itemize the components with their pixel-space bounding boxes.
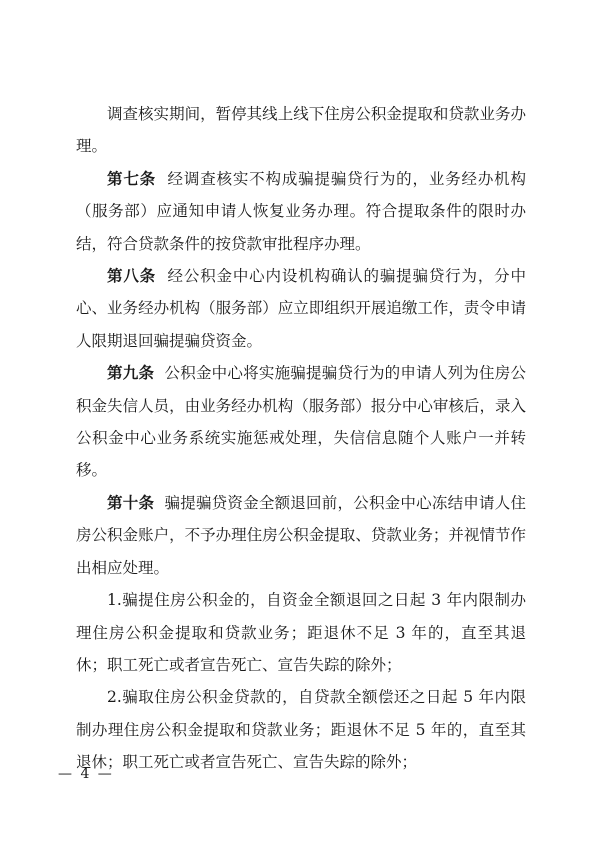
article-10 <box>76 487 526 584</box>
article-heading: 第七条 <box>107 169 156 188</box>
article-7 <box>76 163 526 260</box>
paragraph-text: 骗提骗贷资金全额退回前，公积金中心冻结申请人住房公积金账户，不予办理住房公积金提取、贷款业务；并视情节作出相应处理。 <box>76 493 526 577</box>
paragraph-text: 公积金中心将实施骗提骗贷行为的申请人列为住房公积金失信人员，由业务经办机构（服务部）报分中心审核后，录入公积金中心业务系统实施惩戒处理，失信信息随个人账户一并转移。 <box>76 364 526 480</box>
paragraph-text: 经调查核实不构成骗提骗贷行为的，业务经办机构（服务部）应通知申请人恢复业务办理。符合提取条件的限时办结，符合贷款条件的按贷款审批程序办理。 <box>76 169 526 253</box>
list-item-1 <box>76 584 526 681</box>
paragraph-text: 经公积金中心内设机构确认的骗提骗贷行为，分中心、业务经办机构（服务部）应立即组织开展追缴工作，责令申请人限期退回骗提骗贷资金。 <box>76 267 526 350</box>
page-number: — 4 — <box>58 766 114 782</box>
document-body <box>76 98 526 779</box>
paragraph-text: 1.骗提住房公积金的，自资金全额退回之日起 3 年内限制办理住房公积金提取和贷款业务；距退休不足 3 年的，直至其退休；职工死亡或者宣告死亡、宣告失踪的除外； <box>76 591 526 674</box>
article-9 <box>76 357 526 487</box>
paragraph-text: 2.骗取住房公积金贷款的，自贷款全额偿还之日起 5 年内限制办理住房公积金提取和贷款业务；距退休不足 5 年的，直至其退休；职工死亡或者宣告死亡、宣告失踪的除外； <box>76 688 526 772</box>
paragraph-continuation <box>76 98 526 163</box>
paragraph-text: 调查核实期间，暂停其线上线下住房公积金提取和贷款业务办理。 <box>76 105 526 156</box>
article-8 <box>76 260 526 357</box>
article-heading: 第十条 <box>107 493 155 512</box>
article-heading: 第九条 <box>107 364 155 383</box>
list-item-2 <box>76 681 526 778</box>
article-heading: 第八条 <box>107 267 156 286</box>
